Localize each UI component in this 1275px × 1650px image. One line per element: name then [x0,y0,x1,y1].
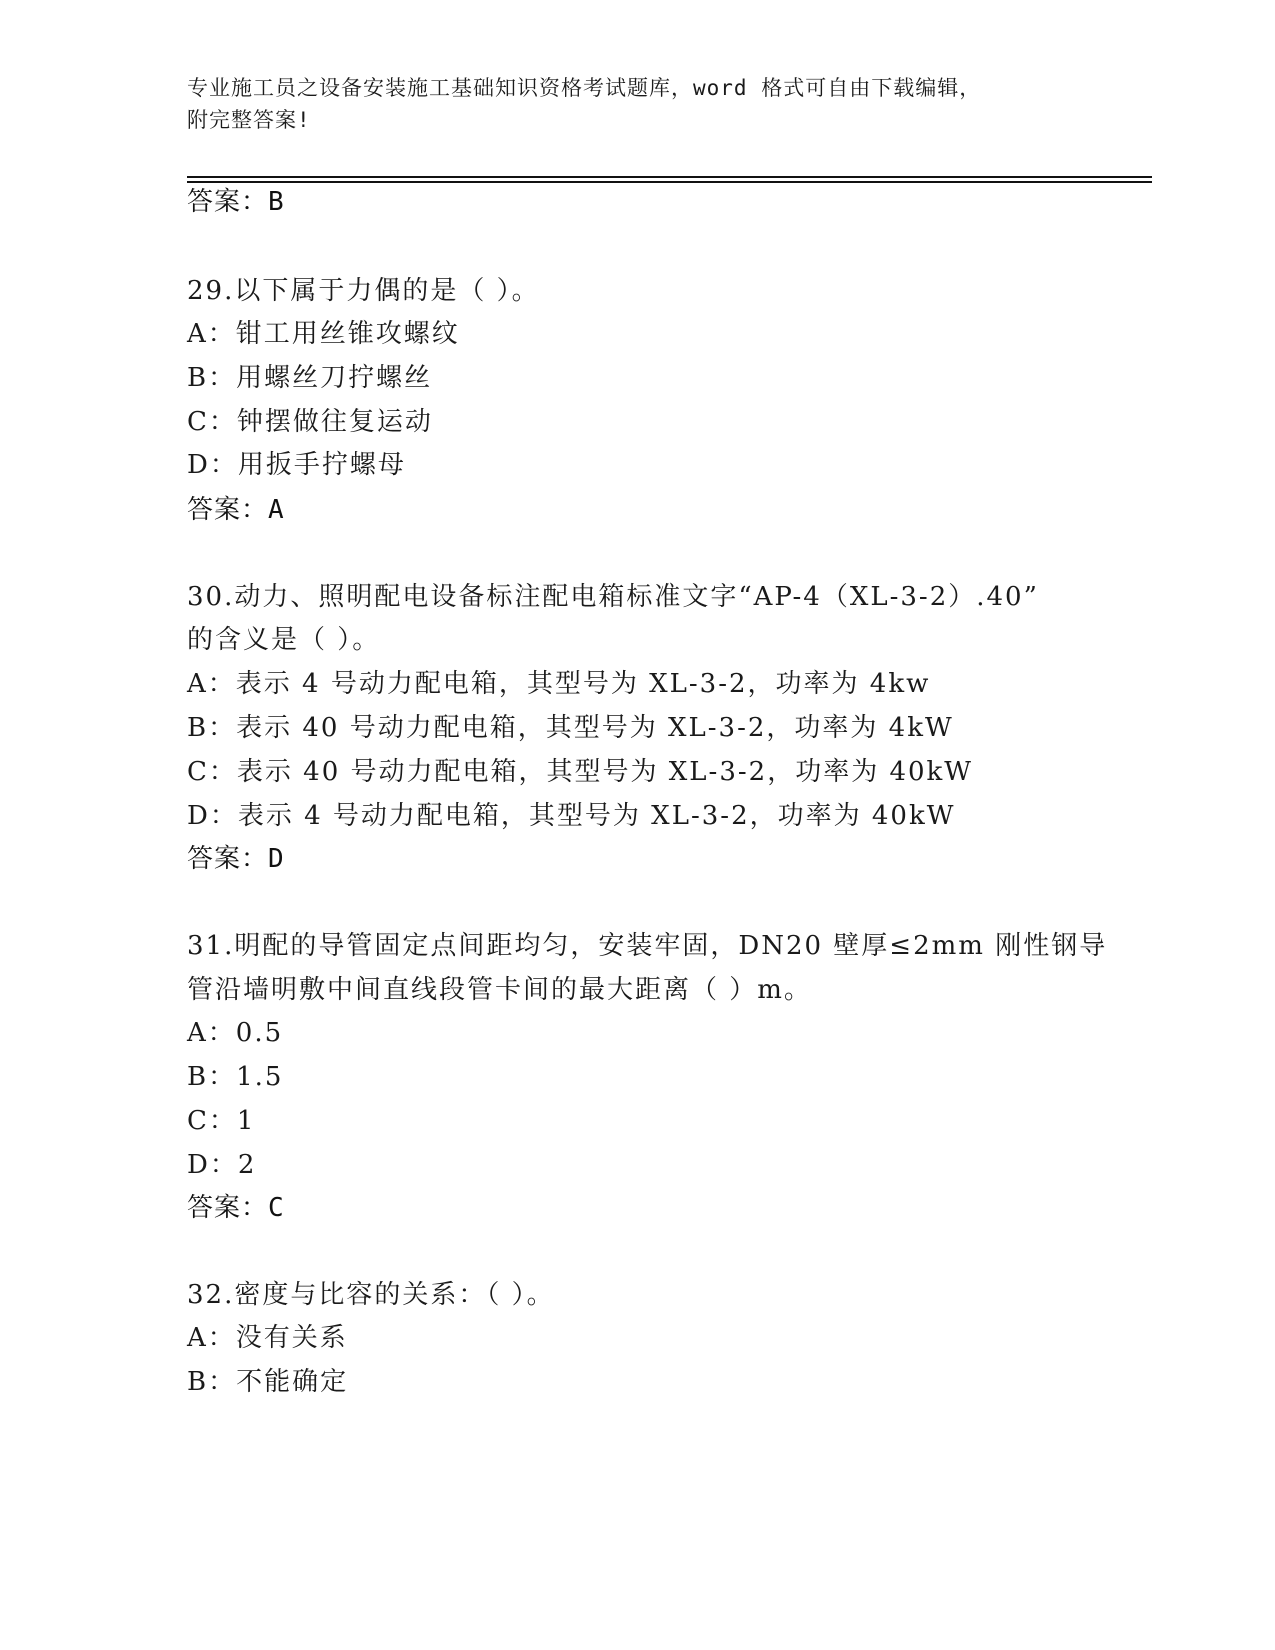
q29-option-d: D：用扳手拧螺母 [187,450,406,480]
q31-option-b: B：1.5 [187,1062,284,1092]
q30-stem-line-1: 30.动力、照明配电设备标注配电箱标准文字“AP-4（XL-3-2）.40” [187,582,1039,612]
q29-option-a: A：钳工用丝锥攻螺纹 [187,319,460,349]
q31-stem-line-2: 管沿墙明敷中间直线段管卡间的最大距离（ ）m。 [187,975,812,1005]
q29-stem: 29.以下属于力偶的是（ ）。 [187,276,540,306]
q31-answer: 答案：C [187,1193,285,1223]
q29-option-c: C：钟摆做往复运动 [187,407,433,437]
header-line-2: 附完整答案! [187,108,311,132]
q30-answer: 答案：D [187,844,285,874]
q31-option-c: C：1 [187,1106,256,1136]
q30-option-c: C：表示 40 号动力配电箱，其型号为 XL-3-2，功率为 40kW [187,757,974,787]
q31-stem-line-1: 31.明配的导管固定点间距均匀，安装牢固，DN20 壁厚≤2mm 刚性钢导 [187,931,1108,961]
q30-option-a: A：表示 4 号动力配电箱，其型号为 XL-3-2，功率为 4kw [187,669,931,699]
q30-stem-line-2: 的含义是（ ）。 [187,625,381,655]
q29-answer: 答案：A [187,495,285,525]
q32-option-b: B：不能确定 [187,1367,349,1397]
q31-option-a: A：0.5 [187,1018,284,1048]
header-divider-top [187,176,1152,178]
q32-stem: 32.密度与比容的关系：（ ）。 [187,1280,555,1310]
q29-option-b: B：用螺丝刀拧螺丝 [187,363,433,393]
q31-option-d: D：2 [187,1150,257,1180]
q32-option-a: A：没有关系 [187,1323,348,1353]
q30-option-d: D：表示 4 号动力配电箱，其型号为 XL-3-2，功率为 40kW [187,801,956,831]
document-header [187,72,1087,136]
q30-option-b: B：表示 40 号动力配电箱，其型号为 XL-3-2，功率为 4kW [187,713,954,743]
header-line-1: 专业施工员之设备安装施工基础知识资格考试题库，word 格式可自由下载编辑， [187,76,982,100]
prev-answer: 答案：B [187,187,285,217]
header-divider-bottom [187,181,1152,183]
